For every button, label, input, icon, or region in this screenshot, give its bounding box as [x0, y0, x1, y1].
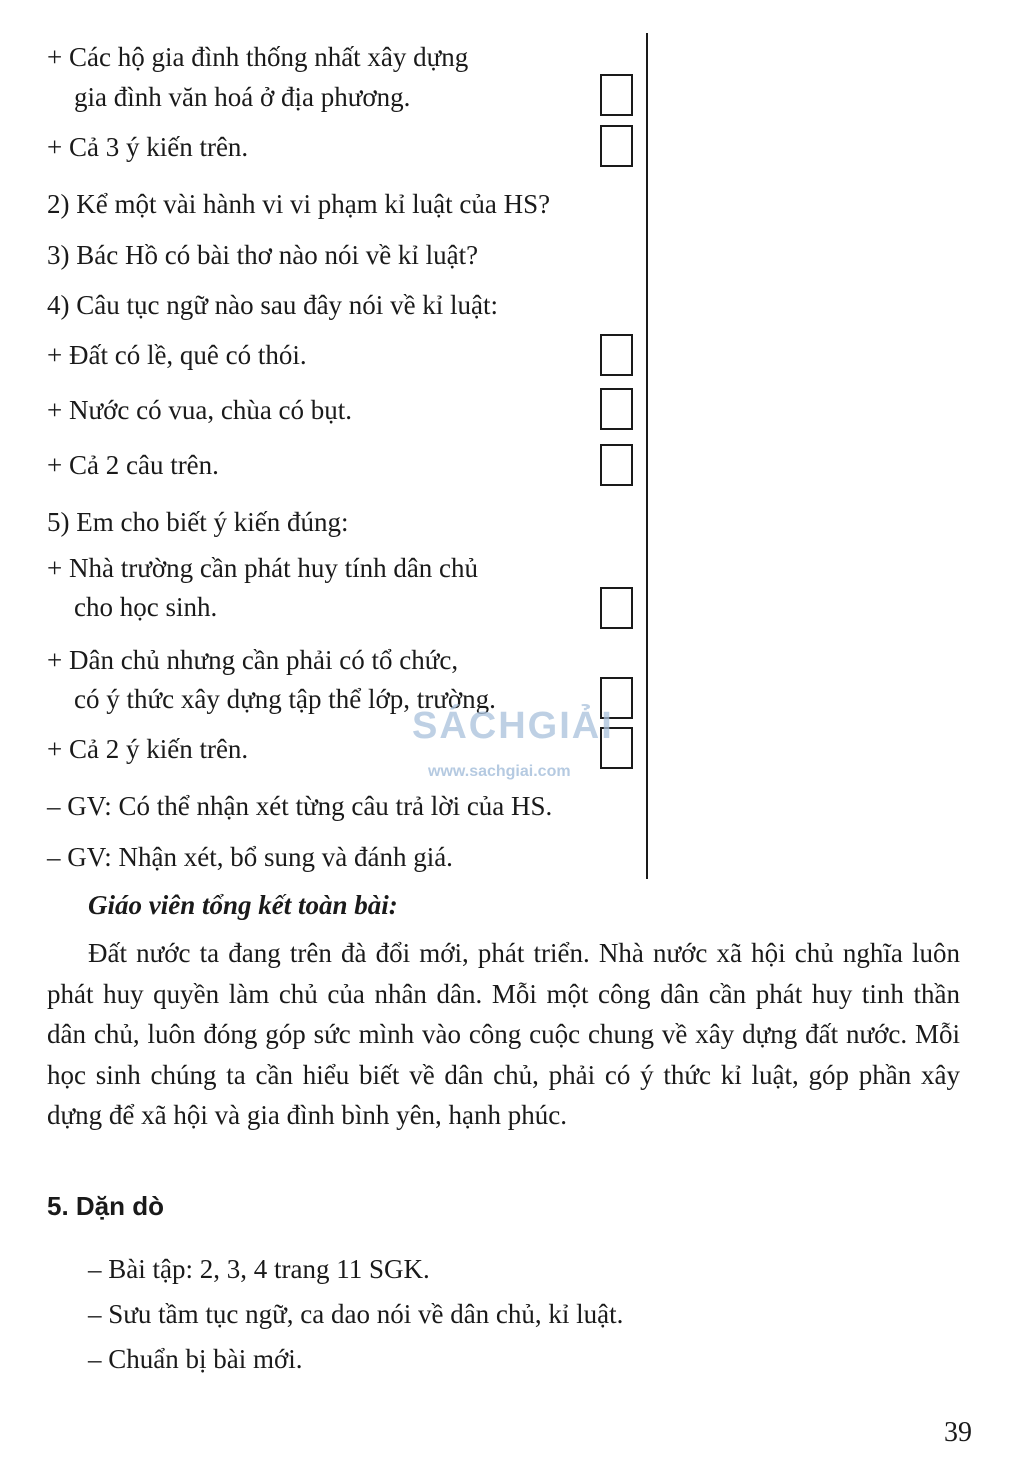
- question-2: 2) Kể một vài hành vi vi phạm kỉ luật của HS?: [47, 189, 551, 219]
- summary-paragraph: Đất nước ta đang trên đà đổi mới, phát triển. Nhà nước xã hội chủ nghĩa luôn phát huy quyền làm chủ của nhân dân. Mỗi một công dân cần phát huy tinh thần dân chủ, luôn đóng góp sức mình vào công cuộc chung về xây dựng đất nước. Mỗi học sinh chúng ta cần hiểu biết về dân chủ, phải có ý thức kỉ luật, góp phần xây dựng để xã hội và gia đình bình yên, hạnh phúc.: [47, 938, 960, 1130]
- list-item: – Sưu tầm tục ngữ, ca dao nói về dân chủ, kỉ luật.: [88, 1299, 624, 1329]
- section-title: 5. Dặn dò: [47, 1191, 165, 1221]
- watermark-logo: SÁCHGIẢI: [412, 705, 614, 747]
- question-5: 5) Em cho biết ý kiến đúng:: [47, 507, 349, 537]
- question-4: 4) Câu tục ngữ nào sau đây nói về kỉ luật:: [47, 290, 499, 320]
- page-number: 39: [944, 1417, 972, 1448]
- teacher-note: – GV: Nhận xét, bổ sung và đánh giá.: [47, 842, 453, 872]
- watermark-url: www.sachgiai.com: [428, 763, 571, 780]
- option-line: + Cả 2 câu trên.: [47, 450, 219, 480]
- list-item: – Bài tập: 2, 3, 4 trang 11 SGK.: [88, 1254, 430, 1284]
- option-line: + Nước có vua, chùa có bụt.: [47, 395, 353, 425]
- option-line: + Cả 3 ý kiến trên.: [47, 132, 249, 162]
- option-line: + Đất có lề, quê có thói.: [47, 340, 307, 370]
- checkbox[interactable]: [600, 74, 633, 116]
- option-line: + Nhà trường cần phát huy tính dân chủ: [47, 553, 479, 583]
- option-line: cho học sinh.: [74, 592, 218, 622]
- option-line: + Cả 2 ý kiến trên.: [47, 734, 249, 764]
- question-3: 3) Bác Hồ có bài thơ nào nói về kỉ luật?: [47, 240, 479, 270]
- option-line: + Dân chủ nhưng cần phải có tổ chức,: [47, 645, 459, 675]
- checkbox[interactable]: [600, 444, 633, 486]
- checkbox[interactable]: [600, 388, 633, 430]
- checkbox[interactable]: [600, 125, 633, 167]
- option-line: gia đình văn hoá ở địa phương.: [74, 82, 411, 112]
- summary-heading: Giáo viên tổng kết toàn bài:: [88, 890, 398, 920]
- watermark: [412, 705, 614, 780]
- checkbox[interactable]: [600, 334, 633, 376]
- option-line: có ý thức xây dựng tập thể lớp, trường.: [74, 684, 496, 714]
- list-item: – Chuẩn bị bài mới.: [88, 1344, 303, 1374]
- checkbox[interactable]: [600, 587, 633, 629]
- option-line: + Các hộ gia đình thống nhất xây dựng: [47, 42, 469, 72]
- vertical-rule: [646, 33, 648, 879]
- teacher-note: – GV: Có thể nhận xét từng câu trả lời của HS.: [47, 791, 553, 821]
